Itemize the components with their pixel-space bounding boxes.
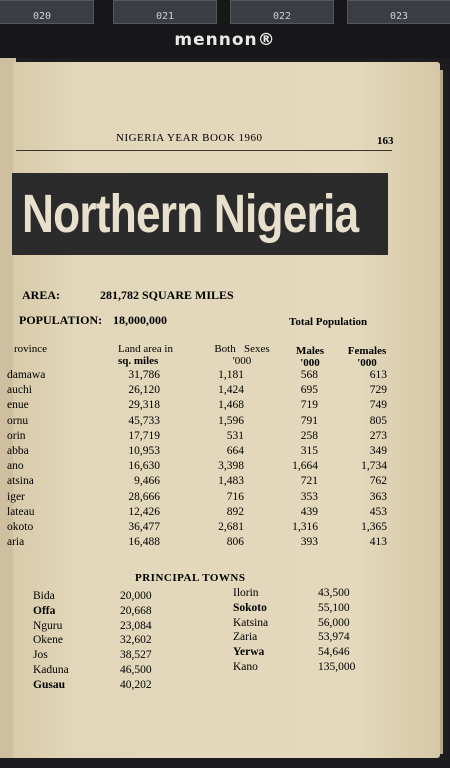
cell-females: 1,365 <box>361 521 387 533</box>
running-title: NIGERIA YEAR BOOK 1960 <box>116 132 263 144</box>
population-value: 18,000,000 <box>113 313 167 327</box>
col-header-land-area <box>118 343 198 367</box>
frame-number: 022 <box>272 11 292 22</box>
town-population: 20,668 <box>120 604 152 617</box>
cell-females: 273 <box>369 429 387 442</box>
town-name: Katsina <box>233 616 269 629</box>
cell-land-area: 16,630 <box>128 460 160 473</box>
slide-frame <box>113 0 217 24</box>
frame-number: 021 <box>155 11 175 22</box>
cell-females: 363 <box>369 490 387 503</box>
cell-province: okoto <box>7 521 34 533</box>
cell-both-sexes: 1,483 <box>218 475 244 488</box>
slide-frame <box>347 0 450 24</box>
cell-province: iger <box>7 490 25 503</box>
brand-logo: mennon® <box>174 30 276 50</box>
col-header-both-sexes-line1: Both Sexes <box>214 343 270 355</box>
cell-males: 1,316 <box>292 521 318 533</box>
cell-males: 791 <box>300 414 318 427</box>
town-name: Kano <box>233 661 258 673</box>
town-name: Zaria <box>233 631 258 644</box>
population-label: POPULATION: <box>19 313 103 327</box>
town-population: 46,500 <box>120 664 152 676</box>
town-name: Okene <box>33 634 64 647</box>
frame-number: 020 <box>32 11 52 22</box>
town-name: Offa <box>33 604 56 617</box>
cell-males: 439 <box>300 505 318 518</box>
cell-both-sexes: 1,596 <box>218 414 244 427</box>
frame-number: 023 <box>389 11 409 22</box>
town-population: 54,646 <box>318 646 350 659</box>
cell-land-area: 31,786 <box>128 369 160 381</box>
cell-land-area: 26,120 <box>128 384 160 397</box>
town-population: 43,500 <box>318 587 350 599</box>
cell-females: 805 <box>369 414 387 427</box>
total-population-label: Total Population <box>289 316 368 328</box>
cell-province: lateau <box>7 505 35 518</box>
cell-both-sexes: 1,468 <box>218 399 244 412</box>
town-name: Gusau <box>33 678 65 691</box>
cell-land-area: 36,477 <box>128 521 160 533</box>
cell-both-sexes: 1,424 <box>218 384 244 397</box>
cell-province: atsina <box>7 475 34 488</box>
cell-males: 258 <box>300 429 318 442</box>
town-population: 32,602 <box>120 634 152 647</box>
col-header-males <box>287 345 333 369</box>
cell-females: 762 <box>369 475 387 488</box>
town-name: Ilorin <box>233 587 259 599</box>
cell-both-sexes: 2,681 <box>218 521 244 533</box>
cell-land-area: 29,318 <box>128 399 160 412</box>
area-value: 281,782 SQUARE MILES <box>100 288 234 302</box>
header-rule <box>16 150 392 151</box>
town-name: Yerwa <box>233 646 265 659</box>
town-population: 53,974 <box>318 631 350 644</box>
cell-province: damawa <box>7 369 46 381</box>
slide-strip <box>0 0 450 58</box>
cell-both-sexes: 806 <box>226 536 244 549</box>
cell-both-sexes: 1,181 <box>218 369 244 381</box>
slide-frame <box>0 0 94 24</box>
cell-province: ornu <box>7 414 29 427</box>
cell-males: 719 <box>300 399 318 412</box>
col-header-females-line2: '000 <box>357 357 377 369</box>
banner-title: Northern Nigeria <box>22 184 359 244</box>
cell-land-area: 10,953 <box>128 445 160 457</box>
town-population: 55,100 <box>318 601 350 614</box>
cell-land-area: 12,426 <box>128 505 160 518</box>
cell-males: 568 <box>300 369 318 381</box>
col-header-land-area-line2: sq. miles <box>118 355 159 367</box>
col-header-both-sexes <box>202 343 282 367</box>
cell-females: 749 <box>369 399 387 412</box>
cell-both-sexes: 716 <box>226 490 244 503</box>
cell-females: 613 <box>369 369 387 381</box>
town-name: Jos <box>33 649 48 662</box>
town-name: Bida <box>33 590 55 602</box>
cell-land-area: 16,488 <box>128 536 160 549</box>
cell-province: orin <box>7 429 26 442</box>
cell-land-area: 45,733 <box>128 414 160 427</box>
town-name: Nguru <box>33 619 63 632</box>
col-header-males-line1: Males <box>295 345 325 357</box>
cell-males: 695 <box>300 384 318 397</box>
cell-males: 1,664 <box>292 460 318 473</box>
cell-males: 393 <box>300 536 318 549</box>
town-name: Kaduna <box>33 664 69 676</box>
page-number: 163 <box>377 135 394 147</box>
col-header-females-line1: Females <box>347 345 387 357</box>
col-header-females <box>342 345 392 369</box>
cell-both-sexes: 531 <box>226 429 244 442</box>
cell-females: 1,734 <box>361 460 387 473</box>
cell-females: 729 <box>369 384 387 397</box>
col-header-land-area-line1: Land area in <box>118 343 173 355</box>
cell-land-area: 28,666 <box>128 490 160 503</box>
cell-both-sexes: 892 <box>226 505 244 518</box>
col-header-both-sexes-line2: '000 <box>232 355 252 367</box>
cell-both-sexes: 664 <box>226 445 244 457</box>
cell-males: 353 <box>300 490 318 503</box>
cell-province: ano <box>7 460 24 473</box>
col-header-males-line2: '000 <box>300 357 320 369</box>
cell-province: enue <box>7 399 29 412</box>
cell-females: 453 <box>369 505 387 518</box>
town-population: 56,000 <box>318 616 350 629</box>
town-population: 20,000 <box>120 590 152 602</box>
town-name: Sokoto <box>233 601 267 614</box>
area-label: AREA: <box>22 288 60 302</box>
cell-females: 413 <box>369 536 387 549</box>
cell-province: aria <box>7 536 25 549</box>
slide-frame <box>230 0 334 24</box>
town-population: 40,202 <box>120 678 152 691</box>
town-population: 38,527 <box>120 649 152 662</box>
cell-males: 315 <box>300 445 318 457</box>
cell-province: auchi <box>7 384 32 397</box>
town-population: 135,000 <box>318 661 356 673</box>
cell-females: 349 <box>369 445 387 457</box>
cell-land-area: 17,719 <box>128 429 160 442</box>
cell-males: 721 <box>300 475 318 488</box>
col-header-province: rovince <box>14 343 47 355</box>
town-population: 23,084 <box>120 619 152 632</box>
cell-province: abba <box>7 445 29 457</box>
principal-towns-title: PRINCIPAL TOWNS <box>135 572 246 584</box>
cell-land-area: 9,466 <box>134 475 160 488</box>
cell-both-sexes: 3,398 <box>218 460 244 473</box>
